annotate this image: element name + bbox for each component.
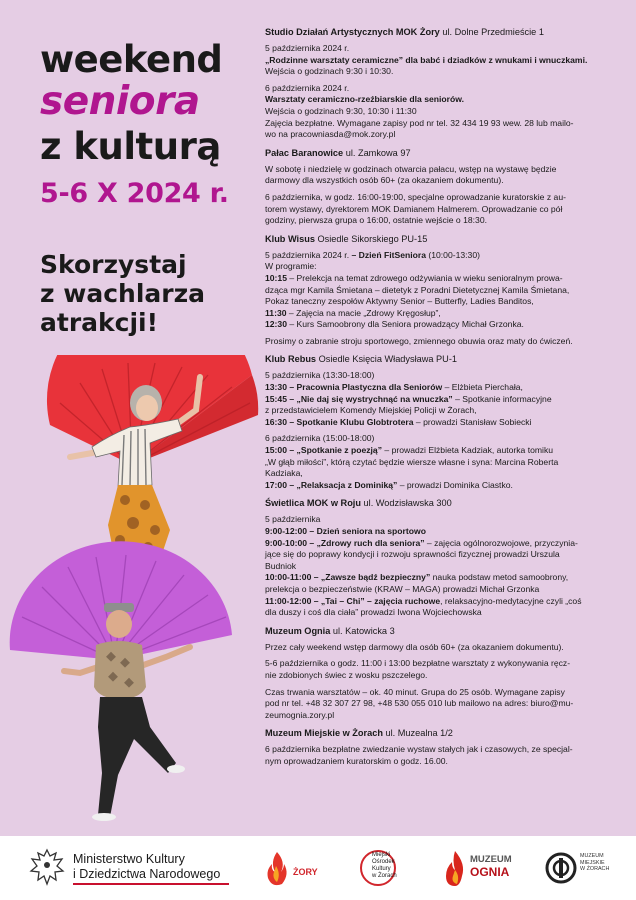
program-line: wo na pracowniasda@mok.zory.pl <box>265 129 396 140</box>
venue-name: Świetlica MOK w Roju <box>265 498 361 509</box>
program-line: nie zdobionych świec z wosku pszczelego. <box>265 669 428 680</box>
program-line: 15:45 – „Nie daj się wystrychnąć na wnuczka” – Spotkanie informacyjne <box>265 393 552 404</box>
program-line: 6 października 2024 r. <box>265 82 350 93</box>
program-line: pod nr tel. +48 32 307 27 98, +48 530 055 010 lub mailowo na adres: biuro@mu- <box>265 698 574 709</box>
program-section <box>265 497 617 618</box>
program-line: darmowy dla wszystkich osób 60+ (za okazaniem dokumentu). <box>265 175 504 186</box>
mok-line: Kultury <box>372 866 391 872</box>
venue-title <box>265 26 617 38</box>
program-block <box>265 744 617 767</box>
program-block <box>265 514 617 618</box>
polish-eagle-emblem-icon <box>26 846 68 890</box>
muzeum-ognia-flame-icon <box>440 846 470 890</box>
venue-title <box>265 625 617 637</box>
muzeum-miejskie-logo-text <box>580 853 609 873</box>
program-block <box>265 433 617 491</box>
program-section <box>265 233 617 348</box>
program-line: W programie: <box>265 261 317 272</box>
mm-line: MIEJSKIE <box>580 859 605 866</box>
program-section <box>265 353 617 491</box>
call-line: z wachlarza <box>40 279 206 308</box>
program-line: Kadziaka, <box>265 468 303 479</box>
program-line: 16:30 – Spotkanie Klubu Globtrotera – prowadzi Stanisław Sobiecki <box>265 416 532 427</box>
program-line: 11:30 – Zajęcia na macie „Zdrowy Kręgosłup”, <box>265 307 441 318</box>
program-line: „Rodzinne warsztaty ceramiczne” dla babć i dziadków z wnukami i wnuczkami. <box>265 54 588 65</box>
program-line: 6 października (15:00-18:00) <box>265 433 375 444</box>
program-line: Pokaz taneczny zespołów Aktywny Senior – Butterfly, Ladies Banditos, <box>265 296 534 307</box>
program-block <box>265 43 617 78</box>
venue-address: ul. Wodzisławska 300 <box>363 498 452 509</box>
muzeum-ognia-logo-text <box>470 854 512 878</box>
program-line: godziny, pierwsza grupa o 16:00, ostatnie wejście o 18:30. <box>265 215 487 226</box>
program-line: 5 października 2024 r. <box>265 43 350 53</box>
program-line: 5-6 października o godz. 11:00 i 13:00 bezpłatne warsztaty z wykonywania ręcz- <box>265 658 571 669</box>
venue-name: Klub Rebus <box>265 354 317 365</box>
program-block <box>265 642 617 654</box>
headline-seniora: seniora <box>40 79 200 124</box>
venue-title <box>265 353 617 365</box>
program-section <box>265 147 617 227</box>
program-line: 5 października 2024 r. – Dzień FitSeniora (10:00-13:30) <box>265 249 480 260</box>
program-line: nym oprowadzaniem kuratorskim o godz. 16.00. <box>265 755 448 766</box>
venue-name: Klub Wisus <box>265 233 315 244</box>
venue-title <box>265 147 617 159</box>
ministry-line-2: i Dziedzictwa Narodowego <box>73 867 221 881</box>
zory-flame-logo-icon <box>262 846 292 890</box>
program-listing <box>265 26 617 774</box>
footer-logos <box>0 836 636 900</box>
program-line: dla duszy i coś dla ciała” prowadzi Iwona Wojciechowska <box>265 607 482 618</box>
ministry-underline <box>73 883 229 885</box>
headline-kultura: z kulturą <box>40 125 221 168</box>
program-block <box>265 192 617 227</box>
zory-logo-text: ŻORY <box>293 867 318 877</box>
venue-name: Pałac Baranowice <box>265 147 344 158</box>
muzeum-ognia-line-2: OGNIA <box>470 865 510 879</box>
headline-weekend: weekend <box>40 38 223 81</box>
mm-line: MUZEUM <box>580 853 604 859</box>
program-line: 15:00 – „Spotkanie z poezją” – prowadzi Elżbieta Kadziak, autorka tomiku <box>265 445 554 456</box>
program-line: 17:00 – „Relaksacja z Dominiką” – prowadzi Dominika Ciastko. <box>265 479 513 490</box>
program-line: Budniok <box>265 560 297 571</box>
program-line: Warsztaty ceramiczno-rzeźbiarskie dla seniorów. <box>265 94 464 105</box>
venue-address: Osiedle Sikorskiego PU-15 <box>317 233 428 244</box>
program-block <box>265 336 617 348</box>
program-line: Wejścia o godzinach 9:30, 10:30 i 11:30 <box>265 105 417 116</box>
program-line: 6 października bezpłatne zwiedzanie wystaw stałych jak i czasowych, ze specjal- <box>265 744 573 755</box>
program-line: 10:15 – Prelekcja na temat zdrowego odżywiania w wieku senioralnym prowa- <box>265 272 563 283</box>
program-section <box>265 26 617 141</box>
program-section <box>265 727 617 767</box>
program-block <box>265 658 617 681</box>
program-line: 6 października, w godz. 16:00-19:00, specjalne oprowadzanie kuratorskie z au- <box>265 191 566 202</box>
program-line: „W głąb miłości”, którą czytać będzie wiersze własne i syna: Marcina Roberta <box>265 456 559 467</box>
venue-address: Osiedle Księcia Władysława PU-1 <box>318 354 457 365</box>
program-block <box>265 250 617 331</box>
program-line: 9:00-12:00 – Dzień seniora na sportowo <box>265 526 426 536</box>
program-line: Przez cały weekend wstęp darmowy dla osób 60+ (za okazaniem dokumentu). <box>265 641 564 652</box>
venue-address: ul. Katowicka 3 <box>332 625 395 636</box>
muzeum-ognia-line-1: MUZEUM <box>470 854 512 865</box>
mok-line: Miejski <box>372 852 391 858</box>
program-line: 5 października <box>265 514 321 525</box>
call-line: Skorzystaj <box>40 250 187 279</box>
call-line: atrakcji! <box>40 308 159 337</box>
venue-name: Muzeum Ognia <box>265 625 331 636</box>
mok-line: w Żorach <box>372 873 397 879</box>
ministry-line-1: Ministerstwo Kultury <box>73 852 185 866</box>
headline <box>40 40 260 214</box>
venue-title <box>265 233 617 245</box>
program-section <box>265 625 617 722</box>
venue-title <box>265 727 617 739</box>
mok-line: Ośrodek <box>372 859 395 865</box>
program-line: z przedstawicielem Komendy Miejskiej Policji w Żorach, <box>265 405 477 416</box>
venue-title <box>265 497 617 509</box>
venue-name: Studio Działań Artystycznych MOK Żory <box>265 27 440 37</box>
venue-address: ul. Dolne Przedmieście 1 <box>442 27 544 37</box>
headline-date: 5-6 X 2024 r. <box>40 178 229 209</box>
venue-name: Muzeum Miejskie w Żorach <box>265 728 383 739</box>
program-line: Czas trwania warsztatów – ok. 40 minut. Grupa do 25 osób. Wymagane zapisy <box>265 686 565 697</box>
mok-logo-text <box>372 852 397 880</box>
ministry-name <box>73 852 220 882</box>
program-line: jące się do poprawy kondycji i rozwoju sprawności fizycznej prowadzi Urszula <box>265 549 560 560</box>
seniors-dancing-illustration <box>0 355 265 825</box>
program-line: Prosimy o zabranie stroju sportowego, zmiennego obuwia oraz maty do ćwiczeń. <box>265 335 573 346</box>
program-line: prelekcja o bezpieczeństwie (KRAW – MAGA) prowadzi Michał Grzonka <box>265 583 540 594</box>
program-line: 10:00-11:00 – „Zawsze bądź bezpieczny” nauka podstaw metod samoobrony, <box>265 572 569 583</box>
program-line: 12:30 – Kurs Samoobrony dla Seniora prowadzący Michał Grzonka. <box>265 319 524 330</box>
program-line: torem wystawy, dyrektorem MOK Damianem Halmerem. Oprowadzanie co pół <box>265 203 563 214</box>
program-line: W sobotę i niedzielę w godzinach otwarcia pałacu, wstęp na wystawę będzie <box>265 163 557 174</box>
program-line: 11:00-12:00 – „Tai – Chi” – zajęcia ruchowe, relaksacyjno-medytacyjne czyli „coś <box>265 595 582 606</box>
program-line: dząca mgr Kamila Śmietana – dietetyk z Poradni Dietetycznej Kamila Śmietana, <box>265 284 570 295</box>
program-block <box>265 370 617 428</box>
call-to-action <box>40 250 260 337</box>
venue-address: ul. Muzealna 1/2 <box>385 728 453 739</box>
program-block <box>265 687 617 722</box>
program-block <box>265 83 617 141</box>
venue-address: ul. Zamkowa 97 <box>345 147 411 158</box>
program-line: zeumognia.zory.pl <box>265 709 335 720</box>
muzeum-miejskie-logo-icon <box>544 846 578 890</box>
program-block <box>265 164 617 187</box>
program-line: 9:00-10:00 – „Zdrowy ruch dla seniora” – zajęcia ogólnorozwojowe, przyczynia- <box>265 537 578 548</box>
program-line: 5 października (13:30-18:00) <box>265 370 375 381</box>
mm-line: W ŻORACH <box>580 866 610 872</box>
program-line: Wejścia o godzinach 9:30 i 10:30. <box>265 66 394 77</box>
program-line: Zajęcia bezpłatne. Wymagane zapisy pod nr tel. 32 434 19 93 wew. 28 lub mailo- <box>265 117 574 128</box>
program-line: 13:30 – Pracownia Plastyczna dla Seniorów – Elżbieta Pierchała, <box>265 382 523 393</box>
